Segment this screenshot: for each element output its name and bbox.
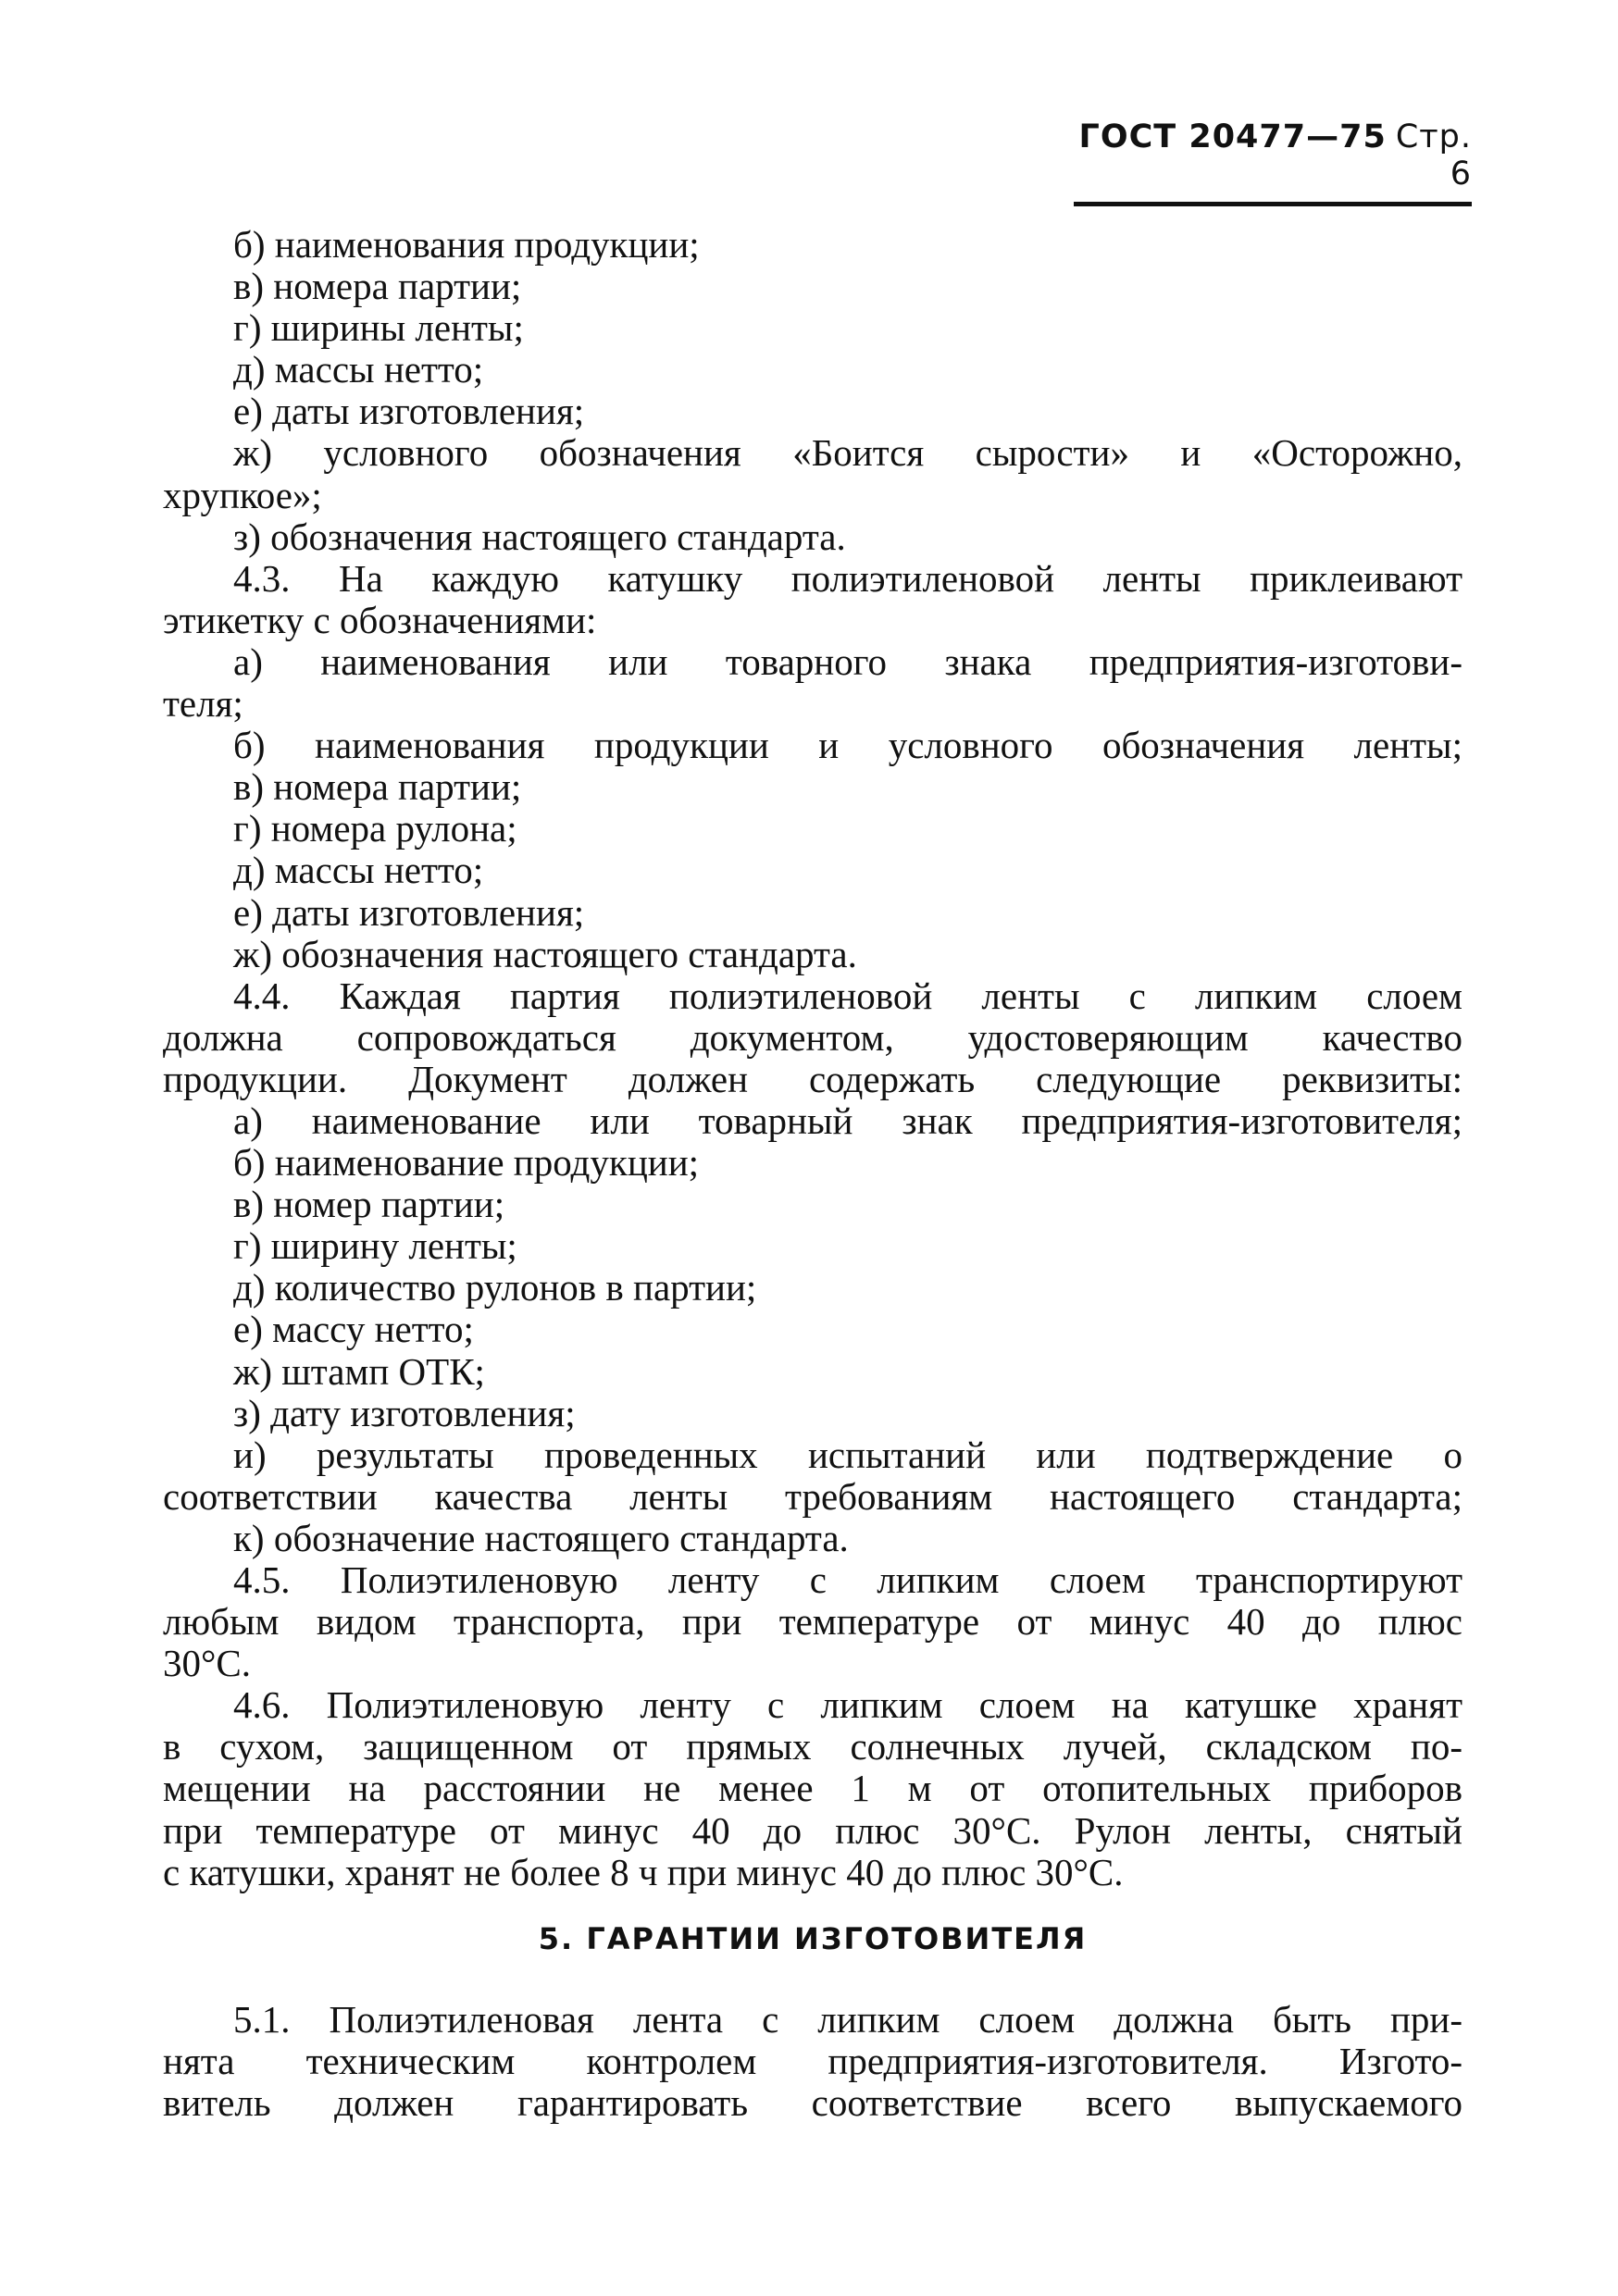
standard-number: ГОСТ 20477—75 — [1078, 118, 1387, 155]
section-heading: 5. ГАРАНТИИ ИЗГОТОВИТЕЛЯ — [538, 1921, 1088, 1956]
text-line: з) дату изготовления; — [233, 1391, 576, 1434]
text-line: 5.1. Полиэтиленовая лента с липким слоем должна быть при- — [233, 1999, 1462, 2041]
text-line: з) обозначения настоящего стандарта. — [233, 515, 846, 558]
text-line: соответствии качества ленты требованиям настоящего стандарта; — [163, 1475, 1462, 1518]
section-body-text — [163, 1999, 1462, 2124]
text-line: г) ширины ленты; — [233, 306, 524, 350]
text-line: б) наименования продукции; — [233, 223, 700, 266]
text-line: с катушки, хранят не более 8 ч при минус 40 до плюс 30°С. — [163, 1850, 1124, 1893]
text-line: витель должен гарантировать соответствие всего выпускаемого — [163, 2082, 1462, 2125]
text-line: любым видом транспорта, при температуре от минус 40 до плюс — [163, 1601, 1462, 1644]
text-line: должна сопровождаться документом, удостоверяющим качество — [163, 1016, 1462, 1059]
text-line: ж) условного обозначения «Боится сырости» и «Осторожно, — [233, 432, 1462, 475]
text-line: 4.5. Полиэтиленовую ленту с липким слоем транспортируют — [233, 1559, 1462, 1601]
text-line: е) даты изготовления; — [233, 890, 585, 934]
text-line: нята техническим контролем предприятия-изготовителя. Изгото- — [163, 2041, 1462, 2083]
text-line: ж) штамп ОТК; — [233, 1349, 485, 1393]
text-line: б) наименование продукции; — [233, 1141, 700, 1185]
text-line: а) наименование или товарный знак предприятия-изготовителя; — [233, 1099, 1462, 1142]
text-line: д) массы нетто; — [233, 348, 484, 391]
text-line: и) результаты проведенных испытаний или подтверждение о — [233, 1433, 1462, 1476]
text-line: к) обозначение настоящего стандарта. — [233, 1516, 849, 1559]
text-line: а) наименования или товарного знака предприятия-изготови- — [233, 640, 1462, 683]
text-line: 4.6. Полиэтиленовую ленту с липким слоем на катушке хранят — [233, 1684, 1462, 1727]
page-header — [1074, 118, 1472, 206]
text-line: д) количество рулонов в партии; — [233, 1266, 757, 1309]
text-line: в) номера партии; — [233, 765, 522, 809]
body-text-block — [163, 224, 1462, 1893]
page-number: Стр. 6 — [1395, 118, 1472, 192]
text-line: продукции. Документ должен содержать следующие реквизиты: — [163, 1058, 1462, 1100]
text-line: е) массу нетто; — [233, 1308, 474, 1351]
text-line: в) номера партии; — [233, 265, 522, 308]
text-line: б) наименования продукции и условного обозначения ленты; — [233, 725, 1462, 767]
text-line: хрупкое»; — [163, 473, 322, 516]
text-line: е) даты изготовления; — [233, 390, 585, 433]
text-line: 4.4. Каждая партия полиэтиленовой ленты с липким слоем — [233, 974, 1462, 1017]
text-line: 4.3. На каждую катушку полиэтиленовой ленты приклеивают — [233, 557, 1462, 600]
text-line: в сухом, защищенном от прямых солнечных лучей, складском по- — [163, 1726, 1462, 1769]
text-line: г) номера рулона; — [233, 807, 517, 850]
text-line: д) массы нетто; — [233, 849, 484, 892]
text-line: в) номер партии; — [233, 1183, 505, 1226]
text-line: г) ширину ленты; — [233, 1224, 517, 1268]
text-line: при температуре от минус 40 до плюс 30°С. Рулон ленты, снятый — [163, 1809, 1462, 1852]
text-line: теля; — [163, 682, 243, 726]
text-line: мещении на расстоянии не менее 1 м от отопительных приборов — [163, 1768, 1462, 1810]
text-line: ж) обозначения настоящего стандарта. — [233, 932, 857, 975]
text-line: 30°С. — [163, 1642, 251, 1685]
text-line: этикетку с обозначениями: — [163, 598, 597, 641]
